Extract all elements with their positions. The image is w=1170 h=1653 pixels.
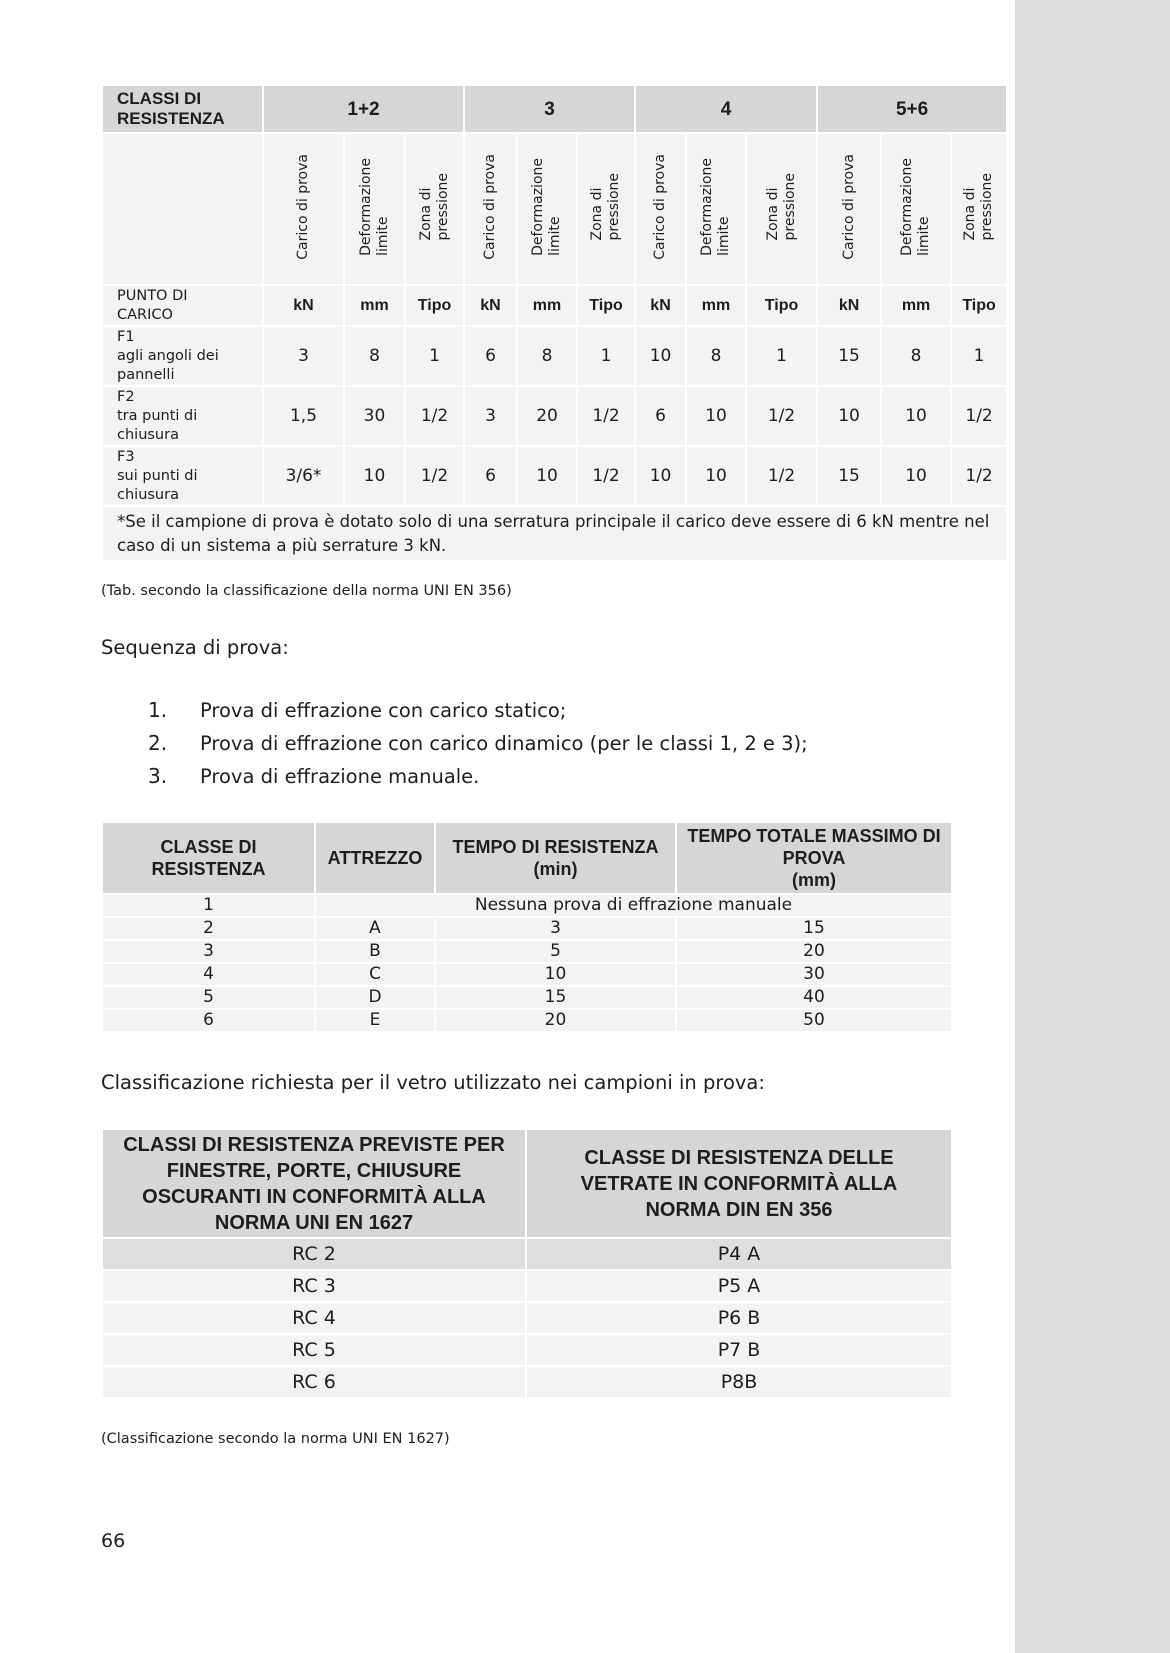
table-cell: 15 [817, 446, 881, 506]
table-cell: B [315, 940, 435, 963]
column-label: Deformazione limite [530, 158, 564, 256]
table-cell: 6 [464, 326, 517, 386]
unit-cell: kN [635, 285, 686, 326]
column-label: Zona di pressione [962, 173, 996, 241]
table-cell: 10 [686, 446, 746, 506]
column-header: CLASSI DI RESISTENZA PREVISTE PER FINESTRE, PORTE, CHIUSURE OSCURANTI IN CONFORMITÀ ALLA NORMA UNI EN 1627 [102, 1129, 526, 1238]
table-cell: 1/2 [746, 386, 817, 446]
table-row [102, 1238, 952, 1270]
table-row [102, 940, 952, 963]
table-row [102, 917, 952, 940]
table-row [102, 326, 1007, 386]
table-cell: C [315, 963, 435, 986]
table-cell: P4 A [526, 1238, 952, 1270]
column-label: Zona di pressione [764, 173, 798, 241]
column-label: Zona di pressione [589, 173, 623, 241]
table-cell: 1 [577, 326, 635, 386]
table-cell: 1,5 [263, 386, 344, 446]
table-cell: 8 [517, 326, 577, 386]
table-cell: RC 6 [102, 1366, 526, 1398]
table-cell: 3 [435, 917, 676, 940]
unit-cell: Tipo [951, 285, 1007, 326]
table-cell: 10 [686, 386, 746, 446]
table-cell: A [315, 917, 435, 940]
table-cell: D [315, 986, 435, 1009]
column-label: Carico di prova [295, 154, 311, 260]
group-header: 4 [635, 85, 817, 133]
unit-cell: mm [686, 285, 746, 326]
page-side-strip [1015, 0, 1170, 1653]
unit-cell: mm [881, 285, 951, 326]
table-cell: RC 2 [102, 1238, 526, 1270]
table-cell: 2 [102, 917, 315, 940]
table-row [102, 1302, 952, 1334]
table-cell: 10 [517, 446, 577, 506]
table-cell: 1 [746, 326, 817, 386]
table-cell: 10 [881, 386, 951, 446]
table-cell: 3 [102, 940, 315, 963]
column-header: ATTREZZO [315, 822, 435, 894]
table-cell: 10 [817, 386, 881, 446]
unit-cell: Tipo [746, 285, 817, 326]
list-number: 3. [148, 764, 168, 788]
column-label: Deformazione limite [899, 158, 933, 256]
table-cell: 1 [405, 326, 464, 386]
table-cell: 10 [435, 963, 676, 986]
empty-cell [102, 133, 263, 285]
table-cell: 1/2 [405, 386, 464, 446]
row-label: F2 tra punti di chiusura [102, 386, 263, 446]
glass-classification-table [101, 1128, 953, 1399]
table-cell: Nessuna prova di effrazione manuale [315, 894, 952, 917]
table-cell: 10 [635, 326, 686, 386]
table-cell: 15 [435, 986, 676, 1009]
table-cell: 20 [517, 386, 577, 446]
list-number: 1. [148, 698, 168, 722]
test-sequence-list [148, 694, 808, 793]
table-cell: P7 B [526, 1334, 952, 1366]
list-text: Prova di effrazione con carico statico; [200, 699, 567, 722]
table-cell: 1/2 [951, 446, 1007, 506]
table-cell: 10 [344, 446, 405, 506]
group-header: 3 [464, 85, 635, 133]
unit-cell: kN [263, 285, 344, 326]
table-cell: 5 [102, 986, 315, 1009]
list-text: Prova di effrazione manuale. [200, 765, 480, 788]
table-row [102, 963, 952, 986]
row-label-header: PUNTO DI CARICO [102, 285, 263, 326]
table-row [102, 1270, 952, 1302]
unit-cell: mm [517, 285, 577, 326]
table-cell: P8B [526, 1366, 952, 1398]
table-cell: 50 [676, 1009, 952, 1032]
sequence-heading: Sequenza di prova: [101, 636, 289, 659]
unit-cell: kN [817, 285, 881, 326]
table-row [102, 1334, 952, 1366]
table-cell: 1/2 [577, 386, 635, 446]
table-cell: 3 [464, 386, 517, 446]
table-row [102, 1009, 952, 1032]
list-text: Prova di effrazione con carico dinamico (per le classi 1, 2 e 3); [200, 732, 808, 755]
column-header: TEMPO DI RESISTENZA (min) [435, 822, 676, 894]
table-cell: 10 [881, 446, 951, 506]
glass-heading: Classificazione richiesta per il vetro utilizzato nei campioni in prova: [101, 1071, 765, 1094]
table-cell: 8 [881, 326, 951, 386]
table-cell: P5 A [526, 1270, 952, 1302]
unit-cell: kN [464, 285, 517, 326]
table-cell: 3/6* [263, 446, 344, 506]
list-item [148, 694, 808, 727]
table-cell: 3 [263, 326, 344, 386]
column-label: Deformazione limite [699, 158, 733, 256]
column-label: Carico di prova [840, 154, 857, 260]
group-header: 1+2 [263, 85, 464, 133]
table-cell: 1/2 [746, 446, 817, 506]
table-cell: 20 [435, 1009, 676, 1032]
column-label: Carico di prova [482, 154, 499, 260]
table-row [102, 446, 1007, 506]
table-cell: 6 [464, 446, 517, 506]
table-cell: P6 B [526, 1302, 952, 1334]
table-cell: 30 [676, 963, 952, 986]
table-cell: 1 [102, 894, 315, 917]
list-number: 2. [148, 731, 168, 755]
column-label: Deformazione limite [357, 158, 391, 256]
table-cell: 5 [435, 940, 676, 963]
page-number: 66 [101, 1530, 126, 1552]
column-header: TEMPO TOTALE MASSIMO DI PROVA (mm) [676, 822, 952, 894]
column-header: CLASSE DI RESISTENZA DELLE VETRATE IN CONFORMITÀ ALLA NORMA DIN EN 356 [526, 1129, 952, 1238]
row-label: F1 agli angoli dei pannelli [102, 326, 263, 386]
column-header: CLASSE DI RESISTENZA [102, 822, 315, 894]
load-test-table [101, 84, 1008, 562]
unit-cell: mm [344, 285, 405, 326]
table-row [102, 986, 952, 1009]
table-cell: 20 [676, 940, 952, 963]
column-label: Carico di prova [652, 154, 669, 260]
table-cell: 8 [686, 326, 746, 386]
table-cell: 15 [817, 326, 881, 386]
table-cell: RC 3 [102, 1270, 526, 1302]
table-cell: RC 5 [102, 1334, 526, 1366]
list-item [148, 760, 808, 793]
table-footnote: *Se il campione di prova è dotato solo di una serratura principale il carico deve essere di 6 kN mentre nel caso di un sistema a più serrature 3 kN. [102, 506, 1007, 561]
table-cell: 15 [676, 917, 952, 940]
unit-cell: Tipo [405, 285, 464, 326]
table-row [102, 894, 952, 917]
table-cell: 1 [951, 326, 1007, 386]
table-cell: 6 [102, 1009, 315, 1032]
table-caption: (Classificazione secondo la norma UNI EN 1627) [101, 1431, 450, 1447]
table-cell: E [315, 1009, 435, 1032]
group-header: 5+6 [817, 85, 1007, 133]
table-cell: 30 [344, 386, 405, 446]
table-cell: 4 [102, 963, 315, 986]
table-caption: (Tab. secondo la classificazione della norma UNI EN 356) [101, 583, 512, 599]
table-cell: 10 [635, 446, 686, 506]
table1-corner-header: CLASSI DI RESISTENZA [102, 85, 263, 133]
table-cell: 40 [676, 986, 952, 1009]
column-label: Zona di pressione [417, 173, 451, 241]
manual-attack-table [101, 821, 953, 1033]
table-row [102, 386, 1007, 446]
table-cell: 1/2 [577, 446, 635, 506]
table-row [102, 1366, 952, 1398]
table-cell: 1/2 [405, 446, 464, 506]
table-cell: 8 [344, 326, 405, 386]
table-cell: 6 [635, 386, 686, 446]
table-cell: RC 4 [102, 1302, 526, 1334]
table-cell: 1/2 [951, 386, 1007, 446]
row-label: F3 sui punti di chiusura [102, 446, 263, 506]
unit-cell: Tipo [577, 285, 635, 326]
list-item [148, 727, 808, 760]
